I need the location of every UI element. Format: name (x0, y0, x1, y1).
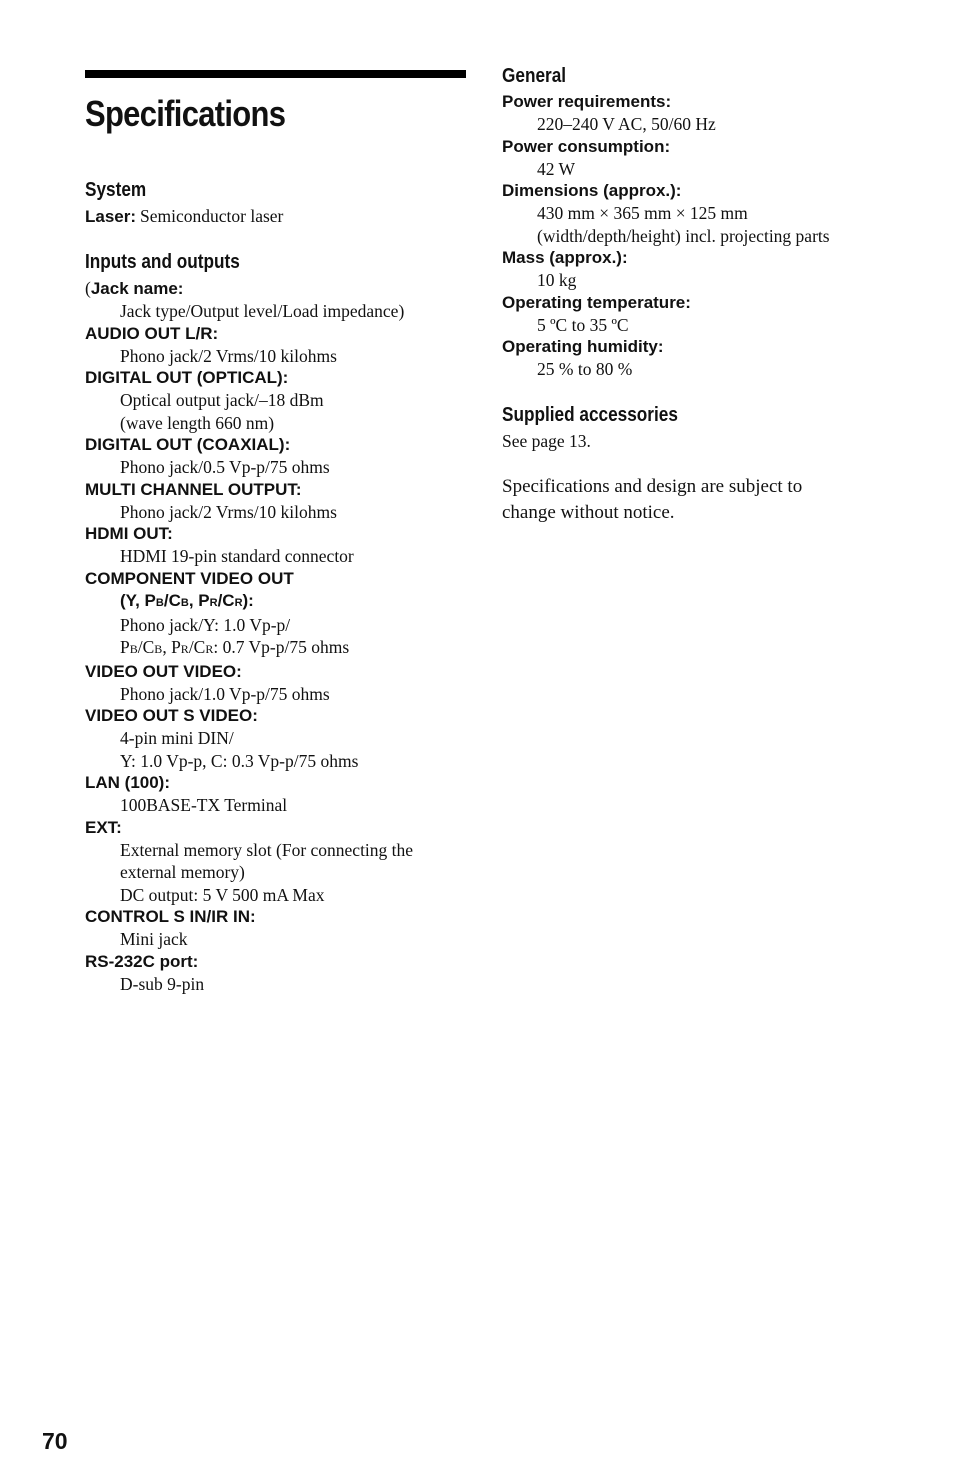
dimensions-value-2: (width/depth/height) incl. projecting parts (537, 225, 830, 246)
svideo-label: VIDEO OUT S VIDEO: (85, 706, 258, 725)
mass-value: 10 kg (537, 270, 577, 290)
svideo-value-1: 4-pin mini DIN/ (120, 728, 234, 748)
humidity-value: 25 % to 80 % (537, 359, 633, 379)
accessories-heading: Supplied accessories (502, 403, 678, 426)
page-title: Specifications (85, 93, 286, 134)
right-column (502, 64, 902, 526)
component-value-1: Phono jack/Y: 1.0 Vp-p/ (120, 614, 291, 635)
dimensions-value-1: 430 mm × 365 mm × 125 mm (537, 203, 748, 223)
component-label-1: COMPONENT VIDEO OUT (85, 568, 294, 588)
mass-label: Mass (approx.): (502, 248, 628, 267)
control-value: Mini jack (120, 929, 188, 949)
legend-label: Jack name: (90, 279, 184, 298)
legend-paren: ( (85, 278, 91, 298)
notice-line-1: Specifications and design are subject to (502, 476, 803, 497)
io-heading: Inputs and outputs (85, 251, 240, 273)
laser-label: Laser: (85, 207, 137, 226)
coaxial-value: Phono jack/0.5 Vp-p/75 ohms (120, 457, 330, 477)
laser-value: Semiconductor laser (140, 206, 284, 226)
lan-label: LAN (100): (85, 773, 171, 792)
lan-value: 100BASE-TX Terminal (120, 795, 288, 815)
ext-value-2: external memory) (120, 862, 245, 882)
system-heading: System (85, 179, 147, 201)
optical-label: DIGITAL OUT (OPTICAL): (85, 368, 289, 387)
audio-out-label: AUDIO OUT L/R: (85, 323, 219, 343)
optical-value-2: (wave length 660 nm) (120, 412, 275, 433)
humidity-label: Operating humidity: (502, 337, 664, 356)
power-cons-label: Power consumption: (502, 136, 671, 156)
component-label-2: (Y, PB/CB, PR/CR): (120, 590, 254, 610)
video-label: VIDEO OUT VIDEO: (85, 661, 242, 681)
hdmi-value: HDMI 19-pin standard connector (120, 546, 354, 566)
coaxial-label: DIGITAL OUT (COAXIAL): (85, 435, 291, 454)
temperature-label: Operating temperature: (502, 292, 691, 312)
rs232-value: D-sub 9-pin (120, 973, 205, 994)
hdmi-label: HDMI OUT: (85, 524, 173, 543)
temperature-value: 5 ºC to 35 ºC (537, 314, 629, 335)
dimensions-label: Dimensions (approx.): (502, 181, 682, 200)
optical-value-1: Optical output jack/–18 dBm (120, 390, 324, 410)
svideo-value-2: Y: 1.0 Vp-p, C: 0.3 Vp-p/75 ohms (120, 750, 359, 771)
ext-value-1: External memory slot (For connecting the (120, 839, 414, 860)
general-heading: General (502, 65, 567, 87)
ext-value-3: DC output: 5 V 500 mA Max (120, 884, 325, 905)
multichannel-value: Phono jack/2 Vrms/10 kilohms (120, 501, 337, 522)
io-legend (85, 277, 466, 300)
control-label: CONTROL S IN/IR IN: (85, 907, 256, 926)
power-cons-value: 42 W (537, 158, 576, 179)
rs232-label: RS-232C port: (85, 951, 199, 971)
audio-out-value: Phono jack/2 Vrms/10 kilohms (120, 345, 337, 366)
left-column (85, 70, 466, 995)
power-req-label: Power requirements: (502, 92, 672, 111)
laser-row (85, 205, 466, 228)
notice-line-2: change without notice. (502, 502, 675, 523)
ext-label: EXT: (85, 817, 122, 837)
video-value: Phono jack/1.0 Vp-p/75 ohms (120, 683, 330, 704)
component-value-2: PB/CB, PR/CR: 0.7 Vp-p/75 ohms (120, 637, 350, 657)
power-req-value: 220–240 V AC, 50/60 Hz (537, 114, 716, 134)
legend-value: Jack type/Output level/Load impedance) (120, 301, 405, 321)
page-number: 70 (42, 1428, 68, 1454)
title-rule (85, 70, 466, 78)
accessories-text: See page 13. (502, 430, 591, 451)
multichannel-label: MULTI CHANNEL OUTPUT: (85, 479, 302, 499)
